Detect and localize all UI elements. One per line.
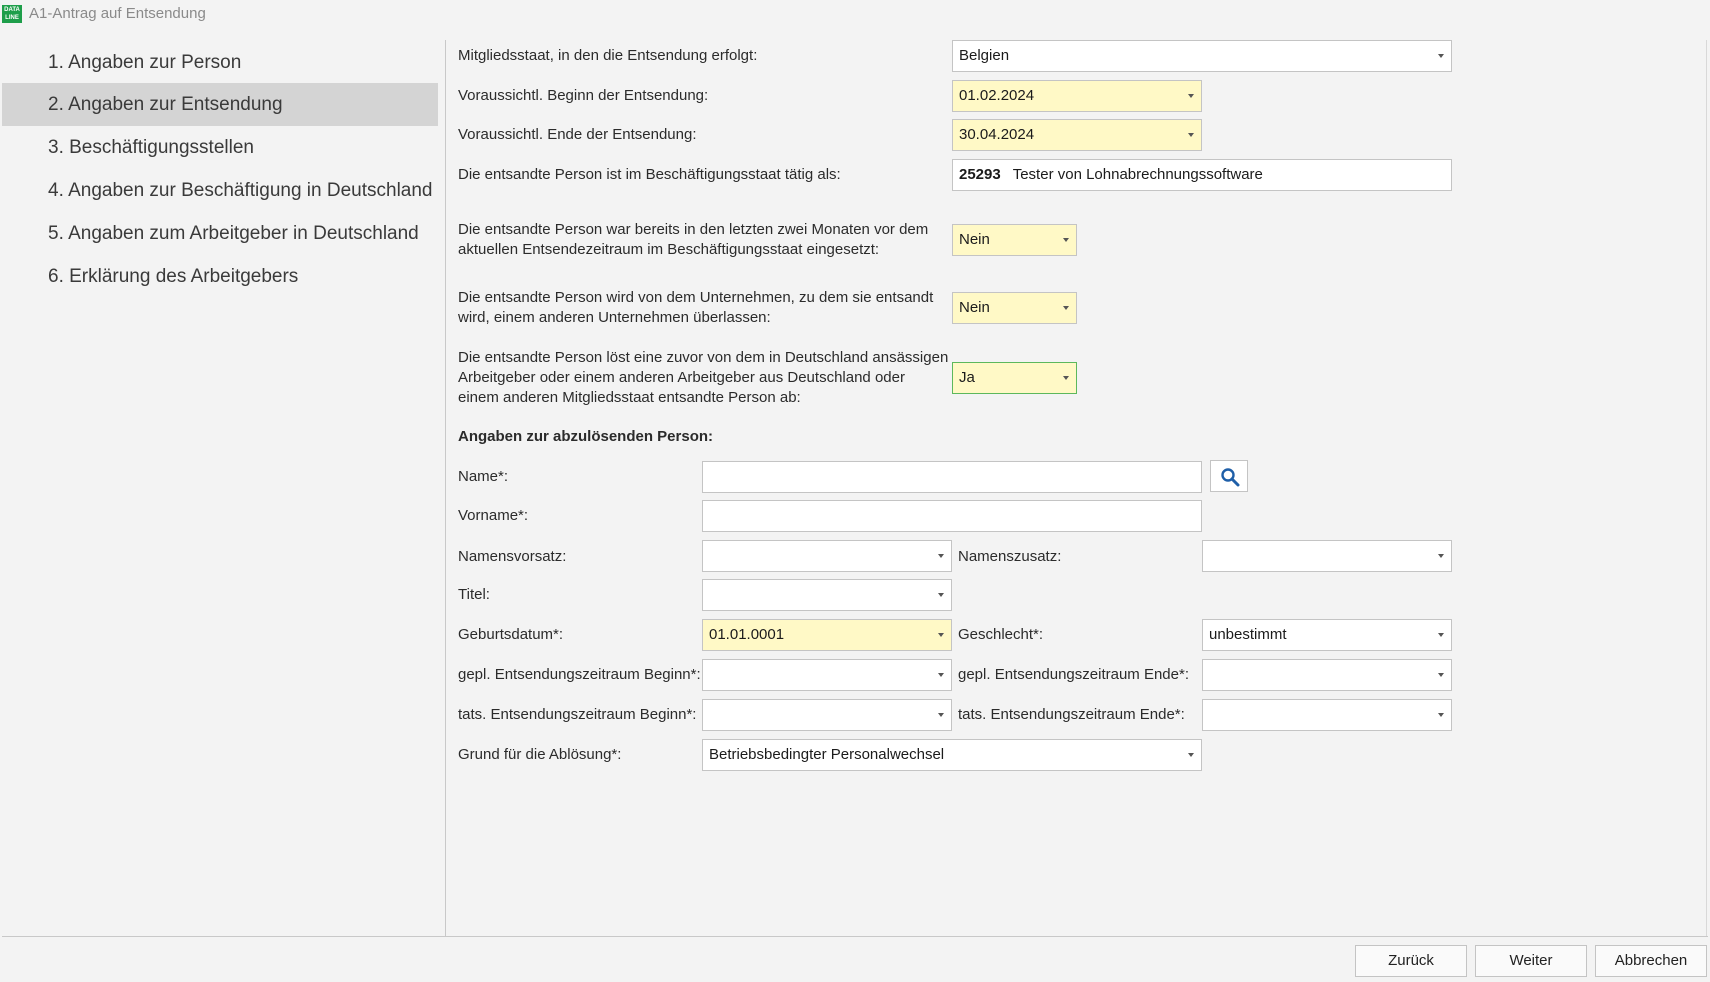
geburtsdatum-value: 01.01.0001 xyxy=(709,626,785,643)
namensvorsatz-label: Namensvorsatz: xyxy=(458,548,567,565)
bereits-eingesetzt-label: Die entsandte Person war bereits in den letzten zwei Monaten vor dem aktuellen Entsendezeitraum im Beschäftigungsstaat eingesetzt: xyxy=(458,221,929,258)
sidebar-item-beschaeftigungsstellen[interactable]: 3. Beschäftigungsstellen xyxy=(48,137,254,158)
taetig-als-code: 25293 xyxy=(959,166,1001,183)
chevron-down-icon xyxy=(1063,376,1069,380)
grund-select[interactable] xyxy=(702,739,1202,771)
chevron-down-icon xyxy=(1438,54,1444,58)
chevron-down-icon xyxy=(938,593,944,597)
gepl-ende-label: gepl. Entsendungszeitraum Ende*: xyxy=(958,666,1189,683)
geschlecht-value: unbestimmt xyxy=(1209,626,1287,643)
chevron-down-icon xyxy=(938,633,944,637)
beginn-date-picker[interactable] xyxy=(952,80,1202,112)
geschlecht-label: Geschlecht*: xyxy=(958,626,1044,643)
ueberlassen-label: Die entsandte Person wird von dem Unternehmen, zu dem sie entsandt wird, einem anderen Unternehmen überlassen: xyxy=(458,289,934,326)
vorname-label: Vorname*: xyxy=(458,507,529,524)
taetig-als-label: Die entsandte Person ist im Beschäftigungsstaat tätig als: xyxy=(458,166,841,183)
tats-ende-date-picker[interactable] xyxy=(1202,699,1452,731)
bereits-eingesetzt-value: Nein xyxy=(959,231,990,248)
chevron-down-icon xyxy=(1438,713,1444,717)
abloesung-value: Ja xyxy=(959,369,975,386)
ende-date-picker[interactable] xyxy=(952,119,1202,151)
chevron-down-icon xyxy=(1188,133,1194,137)
gepl-beginn-label: gepl. Entsendungszeitraum Beginn*: xyxy=(458,666,701,683)
namenszusatz-select[interactable] xyxy=(1202,540,1452,572)
gepl-beginn-date-picker[interactable] xyxy=(702,659,952,691)
geburtsdatum-label: Geburtsdatum*: xyxy=(458,626,564,643)
title-bar xyxy=(0,0,1710,28)
sidebar-item-erklaerung-arbeitgeber[interactable]: 6. Erklärung des Arbeitgebers xyxy=(48,266,299,287)
name-label: Name*: xyxy=(458,468,509,485)
taetig-als-value: Tester von Lohnabrechnungssoftware xyxy=(1012,166,1263,183)
beginn-label: Voraussichtl. Beginn der Entsendung: xyxy=(458,87,709,104)
footer-divider xyxy=(2,936,1708,937)
chevron-down-icon xyxy=(1188,94,1194,98)
sidebar-divider xyxy=(445,40,446,936)
geburtsdatum-date-picker[interactable] xyxy=(702,619,952,651)
sidebar-item-beschaeftigung-deutschland[interactable]: 4. Angaben zur Beschäftigung in Deutschland xyxy=(48,180,433,201)
section-heading-abzuloesende-person: Angaben zur abzulösenden Person: xyxy=(458,428,714,445)
namensvorsatz-select[interactable] xyxy=(702,540,952,572)
name-input[interactable] xyxy=(702,461,1202,493)
ende-value: 30.04.2024 xyxy=(959,126,1035,143)
tats-ende-label: tats. Entsendungszeitraum Ende*: xyxy=(958,706,1185,723)
gepl-ende-date-picker[interactable] xyxy=(1202,659,1452,691)
tats-beginn-date-picker[interactable] xyxy=(702,699,952,731)
bereits-eingesetzt-select[interactable] xyxy=(952,224,1077,256)
ueberlassen-value: Nein xyxy=(959,299,990,316)
mitgliedsstaat-value: Belgien xyxy=(959,47,1010,64)
namenszusatz-label: Namenszusatz: xyxy=(958,548,1062,565)
sidebar-item-angaben-person[interactable]: 1. Angaben zur Person xyxy=(48,52,242,73)
chevron-down-icon xyxy=(1438,554,1444,558)
search-person-button[interactable] xyxy=(1210,460,1248,492)
abloesung-label: Die entsandte Person löst eine zuvor von dem in Deutschland ansässigen Arbeitgeber oder einem anderen Arbeitgeber aus Deutschland oder einem anderen Mitgliedsstaat entsandte Person ab: xyxy=(458,349,949,406)
chevron-down-icon xyxy=(938,673,944,677)
window-title: A1-Antrag auf Entsendung xyxy=(29,5,206,22)
chevron-down-icon xyxy=(1063,306,1069,310)
beginn-value: 01.02.2024 xyxy=(959,87,1035,104)
geschlecht-select[interactable] xyxy=(1202,619,1452,651)
back-button[interactable]: Zurück xyxy=(1355,945,1467,977)
grund-value: Betriebsbedingter Personalwechsel xyxy=(709,746,945,763)
sidebar-item-angaben-entsendung[interactable]: 2. Angaben zur Entsendung xyxy=(2,83,438,126)
abloesung-select[interactable] xyxy=(952,362,1077,394)
search-icon xyxy=(1220,467,1240,487)
tats-beginn-label: tats. Entsendungszeitraum Beginn*: xyxy=(458,706,697,723)
chevron-down-icon xyxy=(1438,673,1444,677)
chevron-down-icon xyxy=(938,554,944,558)
titel-label: Titel: xyxy=(458,586,490,603)
next-button[interactable]: Weiter xyxy=(1475,945,1587,977)
chevron-down-icon xyxy=(1188,753,1194,757)
chevron-down-icon xyxy=(1438,633,1444,637)
right-divider xyxy=(1706,40,1707,936)
app-logo-icon: DATA LINE xyxy=(2,5,22,23)
vorname-input[interactable] xyxy=(702,500,1202,532)
titel-select[interactable] xyxy=(702,579,952,611)
mitgliedsstaat-select[interactable] xyxy=(952,40,1452,72)
mitgliedsstaat-label: Mitgliedsstaat, in den die Entsendung erfolgt: xyxy=(458,47,758,64)
taetig-als-field[interactable] xyxy=(952,159,1452,191)
ueberlassen-select[interactable] xyxy=(952,292,1077,324)
chevron-down-icon xyxy=(1063,238,1069,242)
ende-label: Voraussichtl. Ende der Entsendung: xyxy=(458,126,697,143)
cancel-button[interactable]: Abbrechen xyxy=(1595,945,1707,977)
sidebar-nav xyxy=(0,40,446,936)
grund-label: Grund für die Ablösung*: xyxy=(458,746,622,763)
sidebar-item-arbeitgeber-deutschland[interactable]: 5. Angaben zum Arbeitgeber in Deutschland xyxy=(48,223,419,244)
chevron-down-icon xyxy=(938,713,944,717)
